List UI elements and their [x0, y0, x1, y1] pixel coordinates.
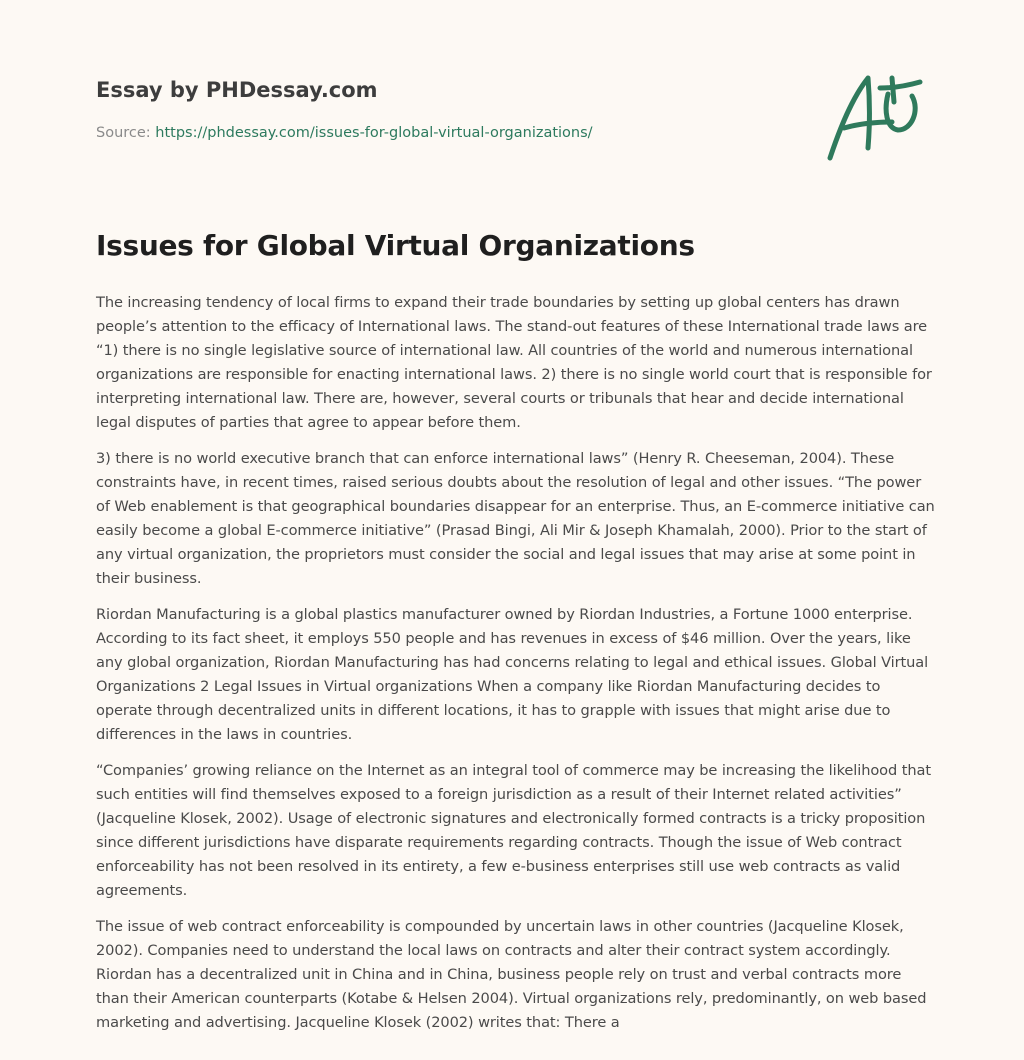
- article-paragraph: The issue of web contract enforceability is compounded by uncertain laws in other countries (Jacqueline Klosek, 2002). Companies need to understand the local laws on contracts and alter their contract system accordingly. Riordan has a decentralized unit in China and in China, business people rely on trust and verbal contracts more than their American counterparts (Kotabe & Helsen 2004). Virtual organizations rely, predominantly, on web based marketing and advertising. Jacqueline Klosek (2002) writes that: There a: [96, 918, 927, 1031]
- article: [96, 228, 936, 1047]
- a-plus-grade-icon: [822, 66, 926, 166]
- document-header: [96, 76, 796, 143]
- site-title: Essay by PHDessay.com: [96, 78, 378, 102]
- source-line: [96, 123, 796, 143]
- source-link[interactable]: https://phdessay.com/issues-for-global-virtual-organizations/: [155, 125, 593, 141]
- article-paragraph: 3) there is no world executive branch that can enforce international laws” (Henry R. Cheeseman, 2004). These constraints have, in recent times, raised serious doubts about the resolution of legal and other issues. “The power of Web enablement is that geographical boundaries disappear for an enterprise. Thus, an E-commerce initiative can easily become a global E-commerce initiative” (Prasad Bingi, Ali Mir & Joseph Khamalah, 2000). Prior to the start of any virtual organization, the proprietors must consider the social and legal issues that may arise at some point in their business.: [96, 450, 935, 587]
- article-paragraph: “Companies’ growing reliance on the Internet as an integral tool of commerce may be increasing the likelihood that such entities will find themselves exposed to a foreign jurisdiction as a result of their Internet related activities” (Jacqueline Klosek, 2002). Usage of electronic signatures and electronically formed contracts is a tricky proposition since different jurisdictions have disparate requirements regarding contracts. Though the issue of Web contract enforceability has not been resolved in its entirety, a few e-business enterprises still use web contracts as valid agreements.: [96, 762, 931, 899]
- source-label: Source:: [96, 125, 156, 141]
- article-title: Issues for Global Virtual Organizations: [96, 229, 695, 262]
- article-paragraph: Riordan Manufacturing is a global plastics manufacturer owned by Riordan Industries, a Fortune 1000 enterprise. According to its fact sheet, it employs 550 people and has revenues in excess of $46 million. Over the years, like any global organization, Riordan Manufacturing has had concerns relating to legal and ethical issues. Global Virtual Organizations 2 Legal Issues in Virtual organizations When a company like Riordan Manufacturing decides to operate through decentralized units in different locations, it has to grapple with issues that might arise due to differences in the laws in countries.: [96, 606, 929, 743]
- article-paragraph: The increasing tendency of local firms to expand their trade boundaries by setting up global centers has drawn people’s attention to the efficacy of International laws. The stand-out features of these International trade laws are “1) there is no single legislative source of international law. All countries of the world and numerous international organizations are responsible for enacting international laws. 2) there is no single world court that is responsible for interpreting international law. There are, however, several courts or tribunals that hear and decide international legal disputes of parties that agree to appear before them.: [96, 294, 932, 431]
